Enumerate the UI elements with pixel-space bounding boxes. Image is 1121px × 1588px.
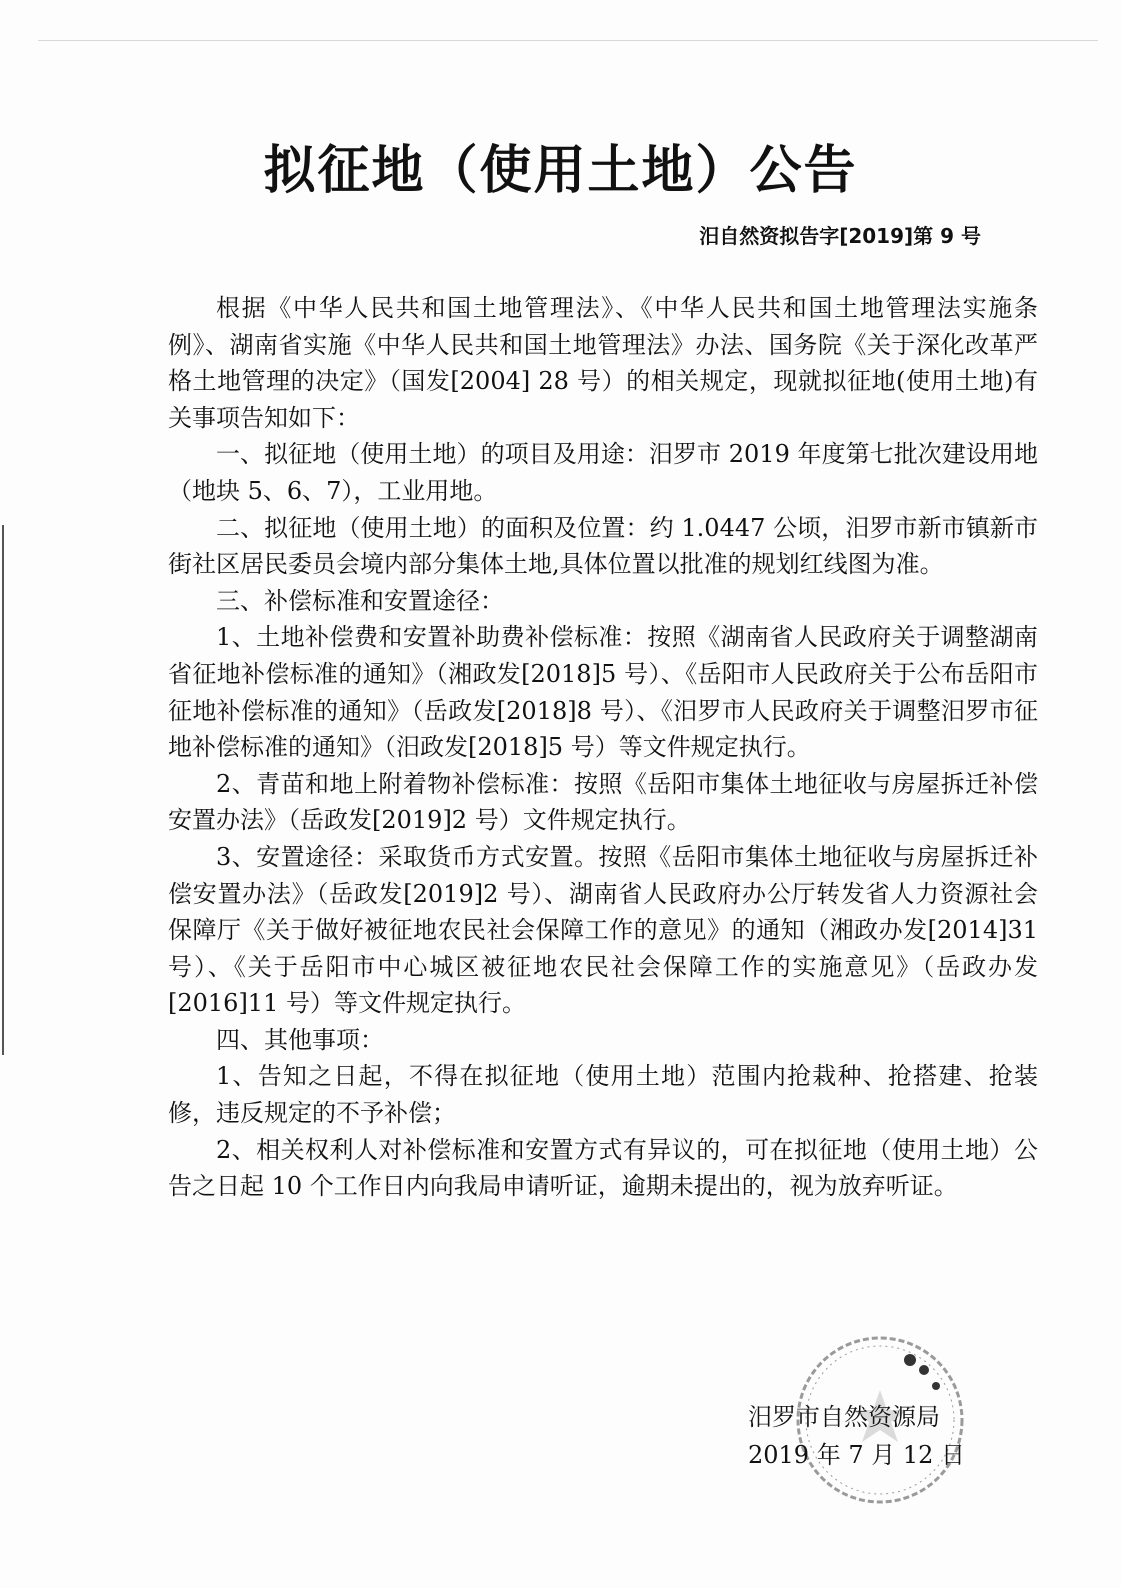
- issuer-name: 汨罗市自然资源局: [748, 1403, 940, 1431]
- notice-body: [168, 290, 1038, 1205]
- document-number: 汨自然资拟告字[2019]第 9 号: [699, 224, 981, 248]
- signature-block: [748, 1398, 1008, 1474]
- paragraph-intro: 根据《中华人民共和国土地管理法》、《中华人民共和国土地管理法实施条例》、湖南省实施《中华人民共和国土地管理法》办法、国务院《关于深化改革严格土地管理的决定》（国发[2004] 28 号）的相关规定，现就拟征地(使用土地)有关事项告知如下：: [168, 294, 1038, 432]
- paragraph-other-heading: 四、其他事项：: [216, 1025, 384, 1054]
- paragraph-project-purpose: 一、拟征地（使用土地）的项目及用途：汨罗市 2019 年度第七批次建设用地（地块 5、6、7），工业用地。: [168, 440, 1038, 505]
- page-title: 拟征地（使用土地）公告: [263, 141, 858, 201]
- paragraph-hearing: 2、相关权利人对补偿标准和安置方式有异议的，可在拟征地（使用土地）公告之日起 10 个工作日内向我局申请听证，逾期未提出的，视为放弃听证。: [168, 1135, 1038, 1201]
- paragraph-crop-compensation: 2、青苗和地上附着物补偿标准：按照《岳阳市集体土地征收与房屋拆迁补偿安置办法》（岳政发[2019]2 号）文件规定执行。: [168, 769, 1038, 835]
- scan-edge-left: [2, 525, 4, 1055]
- paragraph-prohibition: 1、告知之日起，不得在拟征地（使用土地）范围内抢栽种、抢搭建、抢装修，违反规定的不予补偿；: [168, 1062, 1038, 1128]
- issue-date: 2019 年 7 月 12 日: [748, 1441, 966, 1469]
- paragraph-area-location: 二、拟征地（使用土地）的面积及位置：约 1.0447 公顷，汨罗市新市镇新市街社区居民委员会境内部分集体土地,具体位置以批准的规划红线图为准。: [168, 513, 1038, 579]
- paragraph-compensation-heading: 三、补偿标准和安置途径：: [216, 586, 504, 615]
- paragraph-resettlement: 3、安置途径：采取货币方式安置。按照《岳阳市集体土地征收与房屋拆迁补偿安置办法》（岳政发[2019]2 号）、湖南省人民政府办公厅转发省人力资源社会保障厅《关于做好被征地农民社会保障工作的意见》的通知（湘政办发[2014]31 号）、《关于岳阳市中心城区被征地农民社会保障工作的实施意见》（岳政办发[2016]11 号）等文件规定执行。: [168, 842, 1038, 1018]
- scan-edge-top: [38, 40, 1098, 41]
- paragraph-land-compensation: 1、土地补偿费和安置补助费补偿标准：按照《湖南省人民政府关于调整湖南省征地补偿标准的通知》（湘政发[2018]5 号）、《岳阳市人民政府关于公布岳阳市征地补偿标准的通知》（岳政发[2018]8 号）、《汨罗市人民政府关于调整汨罗市征地补偿标准的通知》（汨政发[2018]5 号）等文件规定执行。: [168, 623, 1038, 762]
